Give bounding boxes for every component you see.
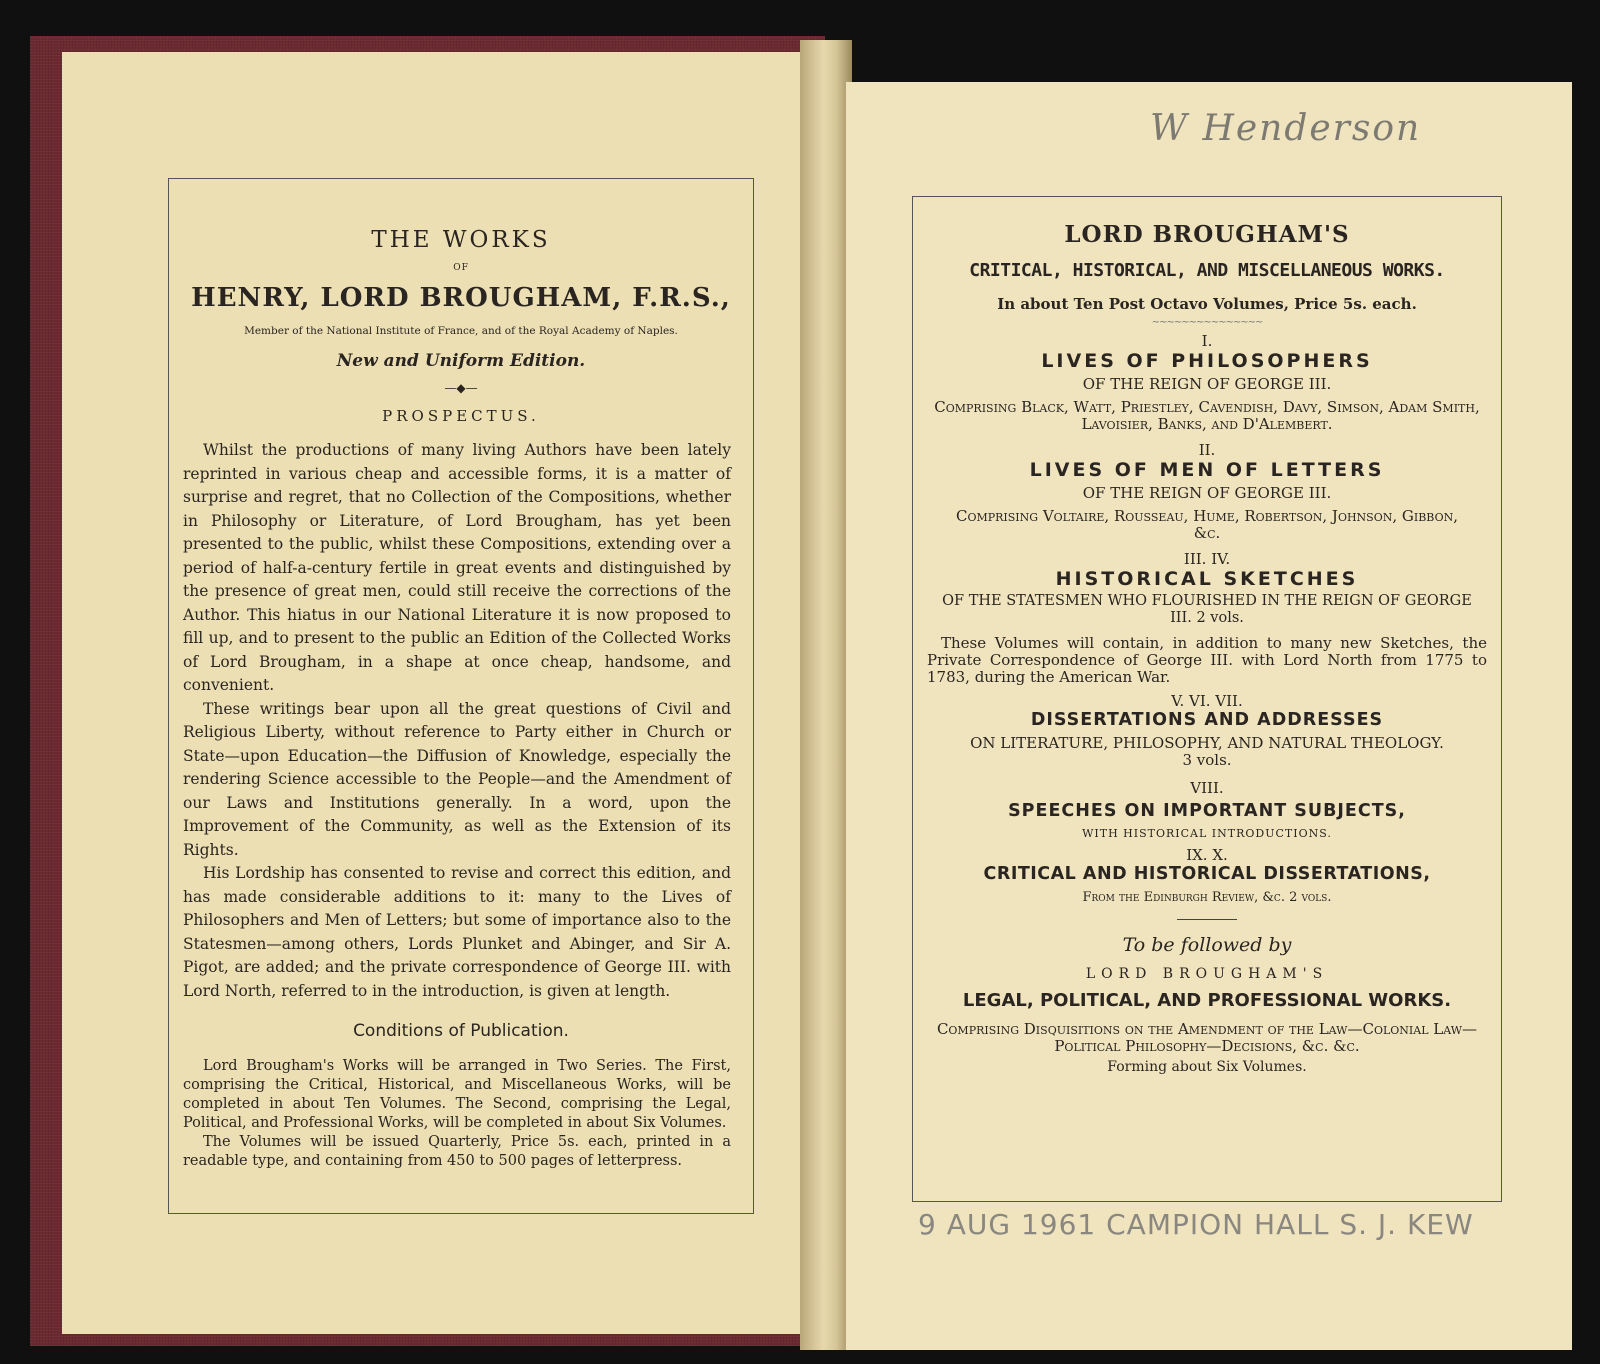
author-name: HENRY, LORD BROUGHAM, F.R.S., — [191, 283, 731, 313]
section-ix-x — [913, 846, 1501, 905]
section-description: 3 vols. — [1182, 751, 1232, 769]
section-subtitle: OF THE REIGN OF GEORGE III. — [1082, 484, 1332, 502]
edition-label: New and Uniform Edition. — [336, 351, 586, 371]
handwritten-signature: W Henderson — [1150, 108, 1422, 149]
section-subtitle: OF THE STATESMEN WHO FLOURISHED IN THE REIGN OF GEORGE III. 2 vols. — [942, 593, 1472, 626]
book-gutter — [800, 40, 852, 1350]
catalogue-subtitle: CRITICAL, HISTORICAL, AND MISCELLANEOUS WORKS. — [969, 260, 1445, 281]
works-title: THE WORKS — [371, 227, 551, 253]
followed-description: Comprising Disquisitions on the Amendment of the Law—Colonial Law—Political Philosophy—Decisions, &c. &c. — [936, 1020, 1478, 1055]
section-description: Comprising Black, Watt, Priestley, Cavendish, Davy, Simson, Adam Smith, Lavoisier, Banks, and D'Alembert. — [934, 398, 1480, 433]
followed-volumes: Forming about Six Volumes. — [1107, 1059, 1307, 1075]
section-number: V. VI. VII. — [1171, 692, 1243, 710]
section-title: LIVES OF MEN OF LETTERS — [1029, 459, 1385, 481]
library-stamp: 9 AUG 1961 CAMPION HALL S. J. KEW — [918, 1208, 1474, 1241]
section-description: These Volumes will contain, in addition to many new Sketches, the Private Correspondence of George III. with Lord North from 1775 to 1783, during the American War. — [927, 634, 1487, 686]
section-iii-iv — [913, 550, 1501, 686]
section-title: CRITICAL AND HISTORICAL DISSERTATIONS, — [983, 864, 1431, 884]
section-title: DISSERTATIONS AND ADDRESSES — [1030, 710, 1384, 730]
section-subtitle: WITH HISTORICAL INTRODUCTIONS. — [1082, 827, 1332, 840]
section-number: III. IV. — [1183, 550, 1231, 568]
followed-title: LEGAL, POLITICAL, AND PROFESSIONAL WORKS. — [962, 990, 1452, 1011]
section-subtitle: From the Edinburgh Review, &c. 2 vols. — [1082, 890, 1332, 905]
section-description: Comprising Voltaire, Rousseau, Hume, Robertson, Johnson, Gibbon, &c. — [955, 507, 1459, 542]
followed-by-label: To be followed by — [1122, 934, 1292, 956]
section-title: LIVES OF PHILOSOPHERS — [1041, 350, 1373, 372]
section-number: I. — [1201, 332, 1213, 350]
section-viii — [913, 779, 1501, 840]
section-ii — [913, 441, 1501, 542]
section-title: HISTORICAL SKETCHES — [1055, 568, 1359, 590]
section-subtitle: OF THE REIGN OF GEORGE III. — [1082, 375, 1332, 393]
followed-author: LORD BROUGHAM'S — [1085, 966, 1329, 982]
of-line: OF — [453, 263, 469, 273]
left-prospectus-panel — [168, 178, 754, 1214]
wavy-rule: ∼∼∼∼∼∼∼∼∼∼∼∼∼∼∼ — [1151, 317, 1263, 328]
conditions-paragraph-2: The Volumes will be issued Quarterly, Price 5s. each, printed in a readable type, and containing from 450 to 500 pages of letterpress. — [183, 1134, 731, 1169]
author-membership: Member of the National Institute of France, and of the Royal Academy of Naples. — [244, 325, 678, 337]
prospectus-paragraph-3: His Lordship has consented to revise and correct this edition, and has made considerable additions to it: many to the Lives of Philosophers and Men of Letters; but some of importance also to the Statesmen—among others, Lords Plunket and Abinger, and Sir A. Pigot, are added; and the private correspondence of George III. with Lord North, referred to in the introduction, is given at length. — [183, 864, 731, 1000]
right-catalogue-panel — [912, 196, 1502, 1202]
prospectus-paragraph-2: These writings bear upon all the great questions of Civil and Religious Liberty, without reference to Party either in Church or State—upon Education—the Diffusion of Knowledge, especially the rendering Science accessible to the People—and the Amendment of our Laws and Institutions generally. In a word, upon the Improvement of the Community, as well as the Extension of its Rights. — [183, 699, 731, 859]
section-v-vi-vii — [913, 692, 1501, 769]
prospectus-paragraph-1: Whilst the productions of many living Authors have been lately reprinted in various cheap and accessible forms, it is a matter of surprise and regret, that no Collection of the Compositions, whether in Philosophy or Literature, of Lord Brougham, has yet been presented to the public, whilst these Compositions, extending over a period of half-a-century fertile in great events and distinguished by the presence of great men, could still receive the corrections of the Author. This hiatus in our National Literature it is now proposed to fill up, and to present to the public an Edition of the Collected Works of Lord Brougham, in a shape at once cheap, handsome, and convenient. — [183, 441, 731, 694]
conditions-paragraph-1: Lord Brougham's Works will be arranged in Two Series. The First, comprising the Critical, Historical, and Miscellaneous Works, will be completed in about Ten Volumes. The Second, comprising the Legal, Political, and Professional Works, will be completed in about Six Volumes. — [183, 1058, 731, 1131]
section-divider — [1177, 919, 1237, 920]
section-i — [913, 332, 1501, 433]
section-subtitle: ON LITERATURE, PHILOSOPHY, AND NATURAL THEOLOGY. — [970, 734, 1444, 752]
conditions-heading: Conditions of Publication. — [353, 1021, 569, 1041]
prospectus-heading: PROSPECTUS. — [382, 407, 540, 425]
section-number: VIII. — [1190, 779, 1224, 797]
section-number: IX. X. — [1186, 846, 1228, 864]
price-line: In about Ten Post Octavo Volumes, Price 5s. each. — [997, 295, 1417, 313]
section-title: SPEECHES ON IMPORTANT SUBJECTS, — [1008, 801, 1406, 821]
divider-ornament: —◆— — [444, 381, 478, 395]
section-number: II. — [1198, 441, 1216, 459]
catalogue-title: LORD BROUGHAM'S — [1064, 221, 1350, 248]
